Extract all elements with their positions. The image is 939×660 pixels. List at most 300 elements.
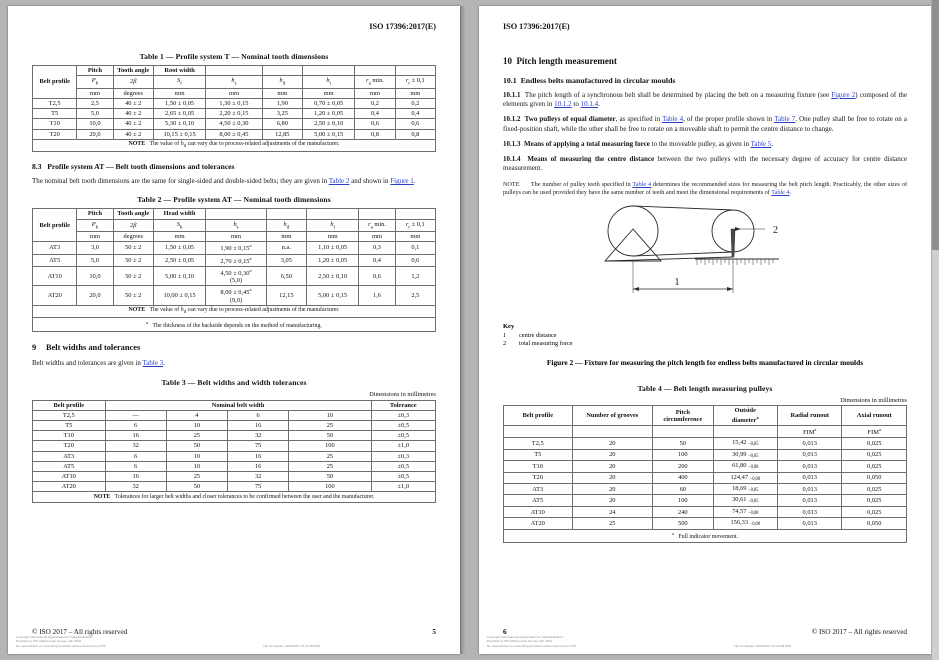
th-pitch: Pitch [77,66,113,76]
cell: ±0,5 [371,421,435,431]
cell: 0,4 [395,109,435,119]
cell: T2,5 [33,410,106,420]
cell: ±0,5 [371,461,435,471]
cell: 0,3 [359,242,395,254]
cell: 10 [289,410,371,420]
link-table-7[interactable]: Table 7 [774,115,796,124]
table-row [33,472,436,482]
cell: AT10 [504,506,573,517]
cell: 10 [166,461,227,471]
link-table-4[interactable]: Table 4 [632,180,652,188]
watermark-line-4: Not for Resale, 13/01/2017 01:23:05 MST [263,644,321,649]
table-row [33,242,436,254]
cell: AT3 [504,484,573,495]
cell: 20,0 [77,286,113,305]
th-axial-runout: Axial runout [842,406,907,425]
cell: 16 [228,421,289,431]
cell: 1,90 [262,98,302,108]
watermark-line-1: Copyright International Organization for Standardization [16,634,93,639]
cell: 20 [572,461,653,472]
clause-lead: Means of applying a total measuring force [524,139,650,148]
cell: ±0,5 [371,472,435,482]
cell: 2,5 [77,98,113,108]
unit-4: mm [206,88,262,98]
heading-10 [503,56,907,66]
table-row [33,451,436,461]
tolerance: −0,05 [748,499,759,505]
cell: 400 [653,472,713,483]
cell: 10 [166,451,227,461]
cell [572,425,653,437]
cell: 0,025 [842,438,907,449]
watermark-line-3: No reproduction or networking permitted without license from IHS [16,643,106,648]
table2-title: Table 2 — Profile system AT — Nominal tooth dimensions [137,195,331,205]
th-blank-2 [266,209,306,219]
footnote-text: Full indicator movement. [678,534,739,541]
cell: AT5 [504,495,573,506]
unit-3: mm [153,88,205,98]
tolerance: −0,08 [749,522,761,528]
cell: 8,00 ± 0,45$^a$ (9,0) [206,286,266,305]
table-row [504,518,907,529]
table2-note: NOTE The value of $h_d$ can vary due to process-related adjustments of the manufacturer. [33,305,436,318]
table-header-row [504,406,907,425]
table-row [504,438,907,449]
cell: ±1,0 [371,482,435,492]
cell: 50 [289,431,371,441]
clause-10-1-3: 10.1.3 Means of applying a total measuring force to the moveable pulley, as given in Table 5. [503,139,774,148]
cell: 16 [105,431,166,441]
table1-title: Table 1 — Profile system T — Nominal tooth dimensions [139,52,329,61]
sym-ht: $h_t$ [307,219,359,232]
cell: 0,013 [778,506,842,517]
callout-2-label: 2 [773,224,778,236]
cell: T5 [504,449,573,460]
th-tooth-angle: Tooth angle [113,209,153,219]
unit-3: mm [153,232,205,242]
footer-copyright: © ISO 2017 – All rights reserved [811,628,907,636]
key-item-number: 1 [503,331,507,339]
th-tooth-angle: Tooth angle [113,66,153,76]
cell: T20 [33,441,106,451]
table4-footnote [504,529,907,543]
subheader-fim-axial: FIM$^a$ [842,425,907,437]
cell: 1,90 ± 0,15$^a$ [206,242,266,254]
table-note-row [33,305,436,318]
th-blank-1 [206,209,266,219]
cell: 1,50 ± 0,05 [153,242,205,254]
cell: 6,50 [266,267,306,286]
th-head-width: Head width [153,209,205,219]
table-row [33,286,436,305]
table-row [33,119,436,129]
heading-10-1 [503,76,907,85]
cell: 25 [572,518,653,529]
clause-lead: Two pulleys of equal diameter [524,115,616,124]
table2 [32,208,436,332]
cell [713,425,777,437]
cell: AT3 [33,451,106,461]
table4-title: Table 4 — Belt length measuring pulleys [637,383,773,393]
cell: 12,15 [266,286,306,305]
cell: 100 [289,441,371,451]
th-belt-profile: Belt profile [33,400,106,410]
cell: 0,6 [359,267,395,286]
cell: AT20 [33,286,77,305]
sym-pb: $P_b$ [77,76,113,89]
link-table-5[interactable]: Table 5 [750,139,772,148]
cell: 500 [653,518,713,529]
th-blank-1 [206,66,262,76]
th-belt-profile: Belt profile [33,66,77,99]
cell: 40 ± 2 [113,129,153,139]
link-table-2[interactable]: Table 2 [328,177,350,186]
table-header-row [33,209,436,219]
cell: 0,050 [842,518,907,529]
cell: 75 [228,482,289,492]
watermark-line-1: Copyright International Organization for Standardization [487,634,564,639]
cell: AT3 [33,242,77,254]
table-subheader-row [504,425,907,437]
table3-note: NOTE Tolerances for larger belt widths and closer tolerances to be confirmed between the user and the manufacturer. [33,492,436,503]
cell [713,461,777,472]
sym-sr: $S_r$ [153,76,205,89]
link-table-4-b[interactable]: Table 4 [771,188,790,196]
table-unit-row [33,232,436,242]
heading-text: Pitch length measurement [516,56,617,66]
paragraph-8-3: The nominal belt tooth dimensions are the same for single-sided and double-sided belts; they are given in Table 2 and shown in Figure 1. [32,177,416,186]
cell: 50 ± 2 [113,254,153,266]
unit-2: degrees [113,232,153,242]
cell: 0,025 [842,461,907,472]
cell [713,518,777,529]
table-row [33,129,436,139]
table-row [504,461,907,472]
figure-2 [503,205,907,317]
unit-1: mm [77,88,113,98]
watermark-left [16,635,450,648]
paragraph-9: Belt widths and tolerances are given in Table 3. [32,359,165,368]
table-row [33,267,436,286]
cell: 4,50 ± 0,30$^a$ (5,0) [206,267,266,286]
cell: 50 [653,438,713,449]
unit-7: mm [359,232,395,242]
heading-text: Profile system AT — Belt tooth dimensions and tolerances [47,162,235,172]
unit-6: mm [307,232,359,242]
cell: 1,6 [359,286,395,305]
sym-ht: $h_t$ [302,76,354,89]
cell: 3,05 [266,254,306,266]
table-header-row [33,400,436,410]
cell: 8,00 ± 0,45 [206,129,262,139]
cell: 3,0 [77,242,113,254]
sym-hs: $h_s$ [206,219,266,232]
sym-hd: $h_d$ [266,219,306,232]
cell: 1,10 ± 0,05 [307,242,359,254]
clause-number: 10.1.2 [503,115,521,124]
table-note-row [33,139,436,152]
cell: 5,00 ± 0,15 [307,286,359,305]
cell: 100 [653,449,713,460]
clause-number: 10.1.3 [503,139,521,148]
ruler-scale-icon [697,259,773,265]
cell: 200 [653,461,713,472]
cell: T20 [504,472,573,483]
clause-number: 10.1.4 [503,155,521,164]
cell: 0,050 [842,472,907,483]
cell: 10,15 ± 0,15 [153,129,205,139]
th-blank-3 [302,66,354,76]
cell: ±1,0 [371,441,435,451]
table-row [33,421,436,431]
table-row [33,98,436,108]
sym-pb: $P_b$ [77,219,113,232]
page-spine-shadow [460,6,466,654]
cell: 16 [228,461,289,471]
cell: 0,013 [778,461,842,472]
cell: 0,013 [778,495,842,506]
cell: 32 [228,431,289,441]
th-tolerance: Tolerance [371,400,435,410]
unit-7: mm [355,88,395,98]
page-number: 6 [503,628,507,636]
clause-10-1-1: 10.1.1 The pitch length of a synchronous belt shall be determined by placing the belt on a measuring fixture (see Figure 2) composed of the elements given in 10.1.2 to 10.1.4. [503,91,908,109]
page-right [479,6,931,654]
cell: T2,5 [504,438,573,449]
cell: 0,6 [395,119,435,129]
key-label: Key [503,322,515,330]
th-root-width: Root width [153,66,205,76]
unit-1: mm [77,232,113,242]
cell: 100 [653,495,713,506]
force-pointer-icon [731,229,735,257]
cell: 5,00 ± 0,15 [302,129,354,139]
table1-note: NOTE The value of $h_d$ can vary due to process-related adjustments of the manufacturer. [33,139,436,152]
cell: 0,8 [355,129,395,139]
unit-8: mm [395,232,435,242]
cell: 0,4 [355,109,395,119]
unit-4: mm [206,232,266,242]
tolerance: −0,08 [748,511,759,517]
th-belt-profile: Belt profile [504,406,573,425]
table-row [33,431,436,441]
cell: 6 [105,421,166,431]
watermark-line-2: Provided by IHS Markit under license with ANSI [487,639,553,644]
th-nominal-belt-width: Nominal belt width [105,400,371,410]
cell: 2,50 ± 0,10 [307,267,359,286]
value: 30,99 [732,450,747,458]
table-row [33,441,436,451]
cell: 0,70 ± 0,05 [302,98,354,108]
cell: ±0,5 [371,431,435,441]
cell: 16 [228,451,289,461]
table-unit-row [33,88,436,98]
cell: 20,0 [77,129,113,139]
cell: 1,20 ± 0,05 [302,109,354,119]
cell: 4 [166,410,227,420]
link-figure-2[interactable]: Figure 2 [831,91,856,99]
scrollbar-thumb[interactable] [932,0,939,250]
table-row [504,484,907,495]
cell [713,472,777,483]
cell: 25 [289,421,371,431]
cell: 4,50 ± 0,30 [206,119,262,129]
cell: 20 [572,472,653,483]
cell: 0,1 [395,242,435,254]
table-row [33,410,436,420]
cell: n.a. [266,242,306,254]
cell: 16 [105,472,166,482]
table-row [504,472,907,483]
table-row [504,506,907,517]
cell: T20 [33,129,77,139]
cell: 3,25 [262,109,302,119]
sym-rr: $r_r \pm 0,1$ [395,219,435,232]
watermark-line-4: Not for Resale, 13/01/2017 01:23:05 MST [734,644,792,649]
value: 30,61 [732,496,747,504]
cell [713,484,777,495]
unit-6: mm [302,88,354,98]
cell: 6 [105,451,166,461]
value: 61,80 [732,462,747,470]
tolerance: −0,05 [748,488,759,494]
cell: 0,2 [355,98,395,108]
cell: 75 [228,441,289,451]
cell: ±0,3 [371,451,435,461]
table-row [33,482,436,492]
key-item [503,340,907,348]
cell: T10 [33,119,77,129]
th-pitch-circumference: Pitch circumference [653,406,713,425]
table-footnote-row [504,529,907,543]
key-item-number: 2 [503,340,507,348]
cell: AT5 [33,461,106,471]
table3 [32,400,436,503]
cell: 50 ± 2 [113,267,153,286]
cell: T10 [504,461,573,472]
heading-text: Endless belts manufactured in circular moulds [520,76,676,85]
cell: 1,20 ± 0,05 [307,254,359,266]
cell: T2,5 [33,98,77,108]
clause-10-1-4 [503,155,907,173]
cell [713,438,777,449]
cell: 2,50 ± 0,05 [153,254,205,266]
th-blank-5 [395,209,435,219]
th-number-of-grooves: Number of grooves [572,406,653,425]
footnote-marker: a [671,531,674,537]
table-row [33,254,436,266]
sym-2beta: 2β [113,219,153,232]
cell: 6 [228,410,289,420]
footer-copyright: © ISO 2017 – All rights reserved [32,628,128,636]
cell: 50 [166,441,227,451]
sym-ra-min: $r_a$ min. [359,219,395,232]
cell: 6,80 [262,119,302,129]
cell: 25 [289,461,371,471]
cell: 0,013 [778,472,842,483]
key-item-text: centre distance [519,331,557,339]
cell: 20 [572,495,653,506]
clause-number: 10.1.1 [503,91,521,99]
cell: 5,30 ± 0,10 [153,119,205,129]
cell [504,425,573,437]
sym-rr: $r_r \pm 0,1$ [395,76,435,89]
cell: ±0,3 [371,410,435,420]
table-row [504,495,907,506]
th-belt-profile: Belt profile [33,209,77,242]
cell: 20 [572,438,653,449]
link-10-1-2[interactable]: 10.1.2 [554,100,572,109]
cell: 40 ± 2 [113,98,153,108]
cell: 1,2 [395,267,435,286]
link-10-1-4[interactable]: 10.1.4 [580,100,599,109]
footnote-text: The thickness of the backside depends on the method of manufacturing. [152,322,322,329]
cell: 32 [105,482,166,492]
key-item-text: total measuring force [519,340,573,348]
cell: 50 [289,472,371,482]
table-row [504,449,907,460]
cell: 10,00 ± 0,15 [153,286,205,305]
sym-hs: $h_s$ [206,76,262,89]
cell: 20 [572,449,653,460]
unit-2: degrees [113,88,153,98]
heading-text: Belt widths and tolerances [46,343,141,353]
table-symbol-row [33,76,436,89]
cell: 60 [653,484,713,495]
cell: 0,2 [395,98,435,108]
table4-dimensions-note: Dimensions in millimetres [840,396,907,404]
cell: 0,8 [395,129,435,139]
note-block: NOTE The number of pulley teeth specified in Table 4 determines the recommended sizes for measuring the belt pitch length. Practicably, the other sizes of pulleys can be used provided they have the same number of teeth and meet the dimensional requirements of Table 4. [503,180,908,196]
sym-hd: $h_d$ [262,76,302,89]
cell: 24 [572,506,653,517]
cell: 0,025 [842,484,907,495]
page-number: 5 [432,628,436,636]
cell: 0,013 [778,484,842,495]
cell: 10 [166,421,227,431]
cell: 0,013 [778,438,842,449]
heading-number: 8.3 [32,162,42,172]
vertical-scrollbar[interactable] [931,0,939,660]
table3-title: Table 3 — Belt widths and width tolerances [161,378,307,388]
link-table-3[interactable]: Table 3 [142,359,164,368]
cell [713,495,777,506]
page-header-right: ISO 17396:2017(E) [503,22,570,31]
note-label: NOTE [503,180,520,188]
th-outside-diameter: Outside diameter$^a$ [713,406,777,425]
clause-text: between the two pulleys with the necessary degree of accuracy for centre distance measurement. [503,155,908,173]
link-figure-1[interactable]: Figure 1 [390,177,414,186]
link-table-4[interactable]: Table 4 [662,115,684,124]
cell: AT5 [33,254,77,266]
heading-9 [32,343,436,352]
cell: 2,50 ± 0,10 [302,119,354,129]
watermark-right [487,635,921,648]
table-note-row [33,492,436,503]
subheader-fim-radial: FIM$^a$ [778,425,842,437]
heading-8-3 [32,162,436,171]
heading-number: 10 [503,56,512,66]
th-blank-3 [307,209,359,219]
cell: AT10 [33,472,106,482]
cell: 32 [228,472,289,482]
figure-2-drawing [565,205,845,317]
cell: T10 [33,431,106,441]
cell: 100 [289,482,371,492]
value: 124,47 [730,473,749,481]
cell: 10,0 [77,267,113,286]
value: 156,33 [730,519,749,527]
